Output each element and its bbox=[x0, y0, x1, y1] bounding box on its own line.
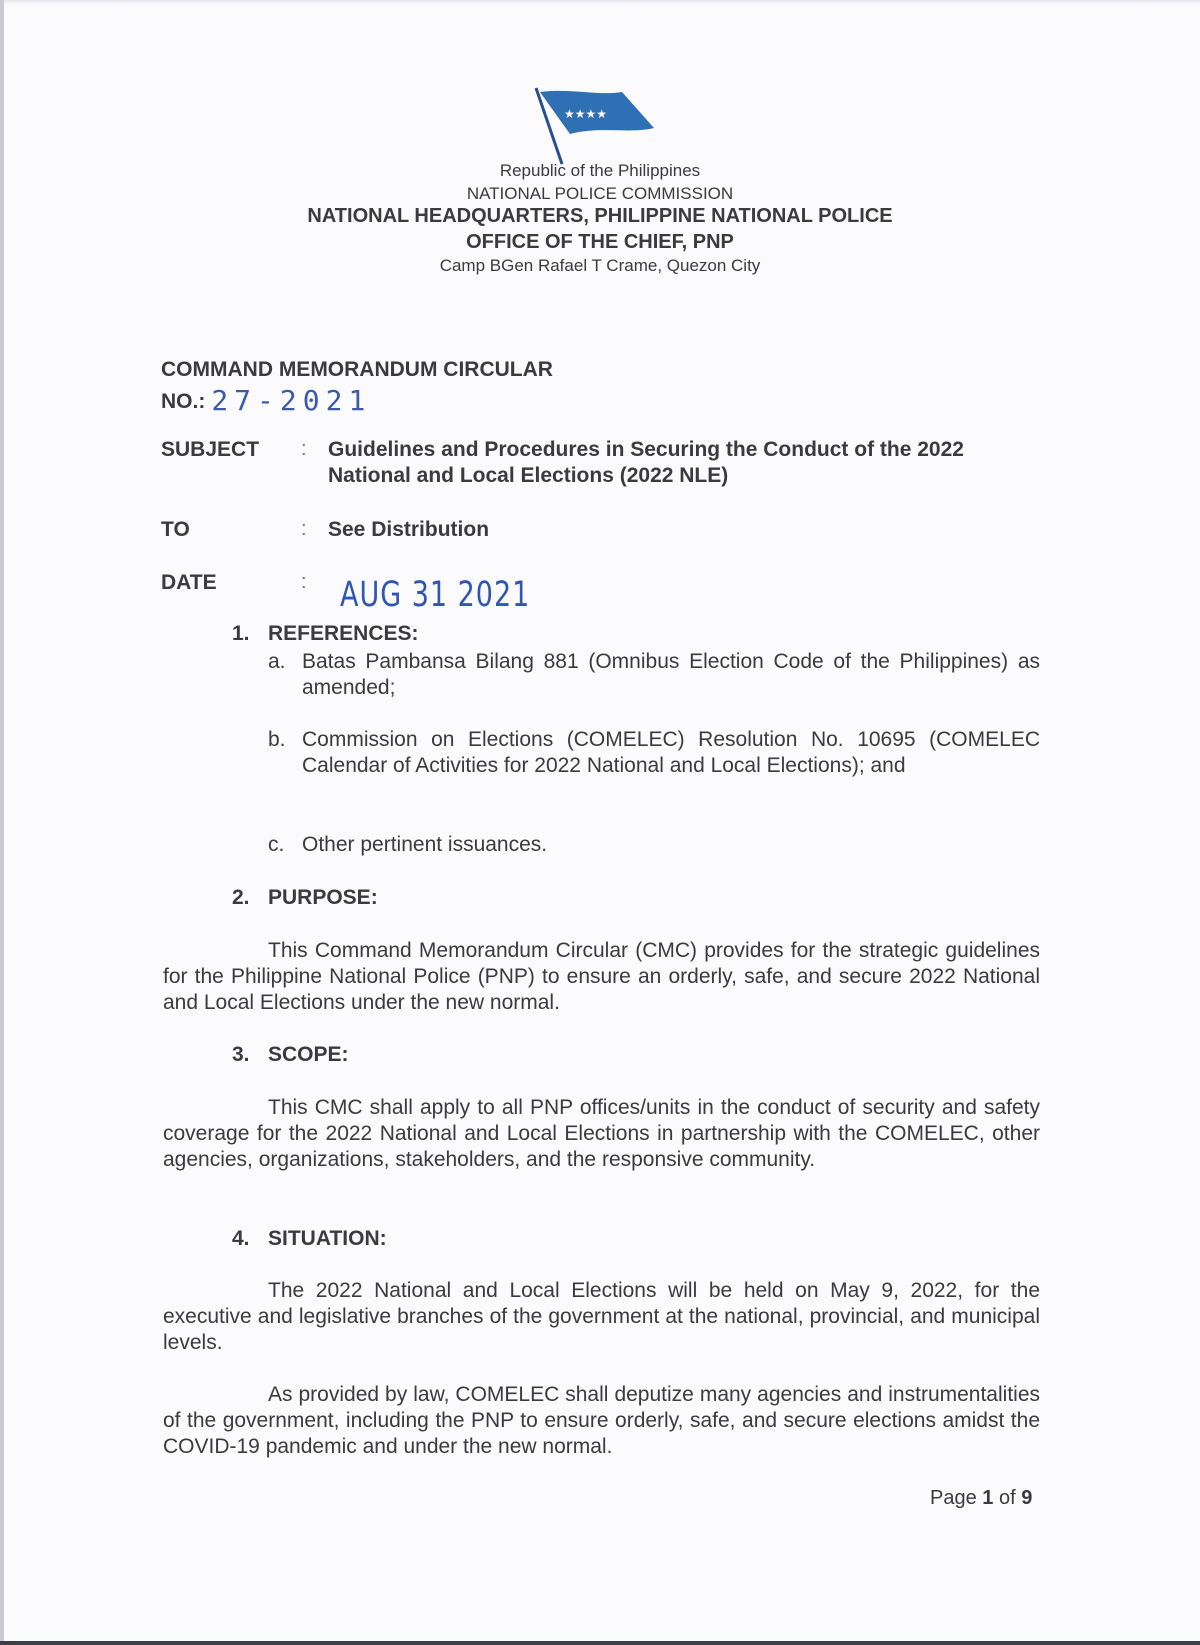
circular-number-label: NO.: bbox=[161, 390, 206, 413]
to-label: TO bbox=[161, 518, 190, 541]
page-number bbox=[930, 1487, 1032, 1510]
circular-number bbox=[161, 382, 371, 415]
circular-number-value: 27-2021 bbox=[211, 384, 372, 417]
four-star-flag-icon bbox=[530, 86, 660, 166]
circular-title: COMMAND MEMORANDUM CIRCULAR bbox=[161, 358, 553, 381]
reference-text: Other pertinent issuances. bbox=[302, 833, 548, 856]
section-title: SITUATION: bbox=[268, 1227, 387, 1250]
section-number: 1. bbox=[232, 622, 250, 645]
reference-text: Commission on Elections (COMELEC) Resolution No. 10695 (COMELEC Calendar of Activities for 2022 National and Local Elections); and bbox=[302, 728, 1040, 777]
subject-label: SUBJECT bbox=[161, 438, 260, 461]
subject-value: Guidelines and Procedures in Securing the Conduct of the 2022 National and Local Elections (2022 NLE) bbox=[328, 438, 964, 487]
situation-paragraph-2: As provided by law, COMELEC shall deputize many agencies and instrumentalities of the government, including the PNP to ensure orderly, safe, and secure elections amidst the COVID-19 pandemic and under the new normal. bbox=[163, 1383, 1040, 1458]
reference-letter: b. bbox=[268, 728, 286, 751]
letterhead-republic: Republic of the Philippines bbox=[499, 161, 701, 180]
section-number: 4. bbox=[232, 1227, 250, 1250]
reference-text: Batas Pambansa Bilang 881 (Omnibus Election Code of the Philippines) as amended; bbox=[302, 650, 1040, 699]
letterhead-commission: NATIONAL POLICE COMMISSION bbox=[466, 184, 734, 203]
section-title: SCOPE: bbox=[268, 1043, 349, 1066]
page-total: 9 bbox=[1021, 1487, 1033, 1509]
letterhead-office: OFFICE OF THE CHIEF, PNP bbox=[466, 231, 734, 253]
date-label: DATE bbox=[161, 571, 217, 594]
reference-letter: c. bbox=[268, 833, 285, 856]
date-colon: : bbox=[301, 571, 307, 593]
reference-letter: a. bbox=[268, 650, 286, 673]
situation-paragraph-1: The 2022 National and Local Elections will be held on May 9, 2022, for the executive and legislative branches of the government at the national, provincial, and municipal levels. bbox=[163, 1279, 1040, 1354]
section-title: PURPOSE: bbox=[268, 886, 378, 909]
to-colon: : bbox=[301, 518, 307, 540]
flag-stars: ★★★★ bbox=[564, 107, 608, 121]
letterhead-address: Camp BGen Rafael T Crame, Quezon City bbox=[439, 256, 761, 275]
page-of: of bbox=[998, 1487, 1016, 1509]
section-number: 3. bbox=[232, 1043, 250, 1066]
date-stamp: AUG 31 2021 bbox=[340, 575, 531, 616]
scope-paragraph: This CMC shall apply to all PNP offices/units in the conduct of security and safety coverage for the 2022 National and Local Elections in partnership with the COMELEC, other agencies, organizations, stakeholders, and the responsive community. bbox=[163, 1096, 1040, 1171]
section-title: REFERENCES: bbox=[268, 622, 419, 645]
page-current: 1 bbox=[982, 1487, 994, 1509]
to-value: See Distribution bbox=[328, 518, 490, 541]
page-prefix: Page bbox=[930, 1487, 977, 1509]
section-number: 2. bbox=[232, 886, 250, 909]
scan-edge-top bbox=[0, 0, 1200, 4]
purpose-paragraph: This Command Memorandum Circular (CMC) provides for the strategic guidelines for the Philippine National Police (PNP) to ensure an orderly, safe, and secure 2022 National and Local Elections under the new normal. bbox=[163, 939, 1040, 1014]
letterhead-headquarters: NATIONAL HEADQUARTERS, PHILIPPINE NATIONAL POLICE bbox=[307, 205, 893, 227]
subject-colon: : bbox=[301, 438, 307, 460]
scan-edge-bottom bbox=[0, 1641, 1200, 1645]
